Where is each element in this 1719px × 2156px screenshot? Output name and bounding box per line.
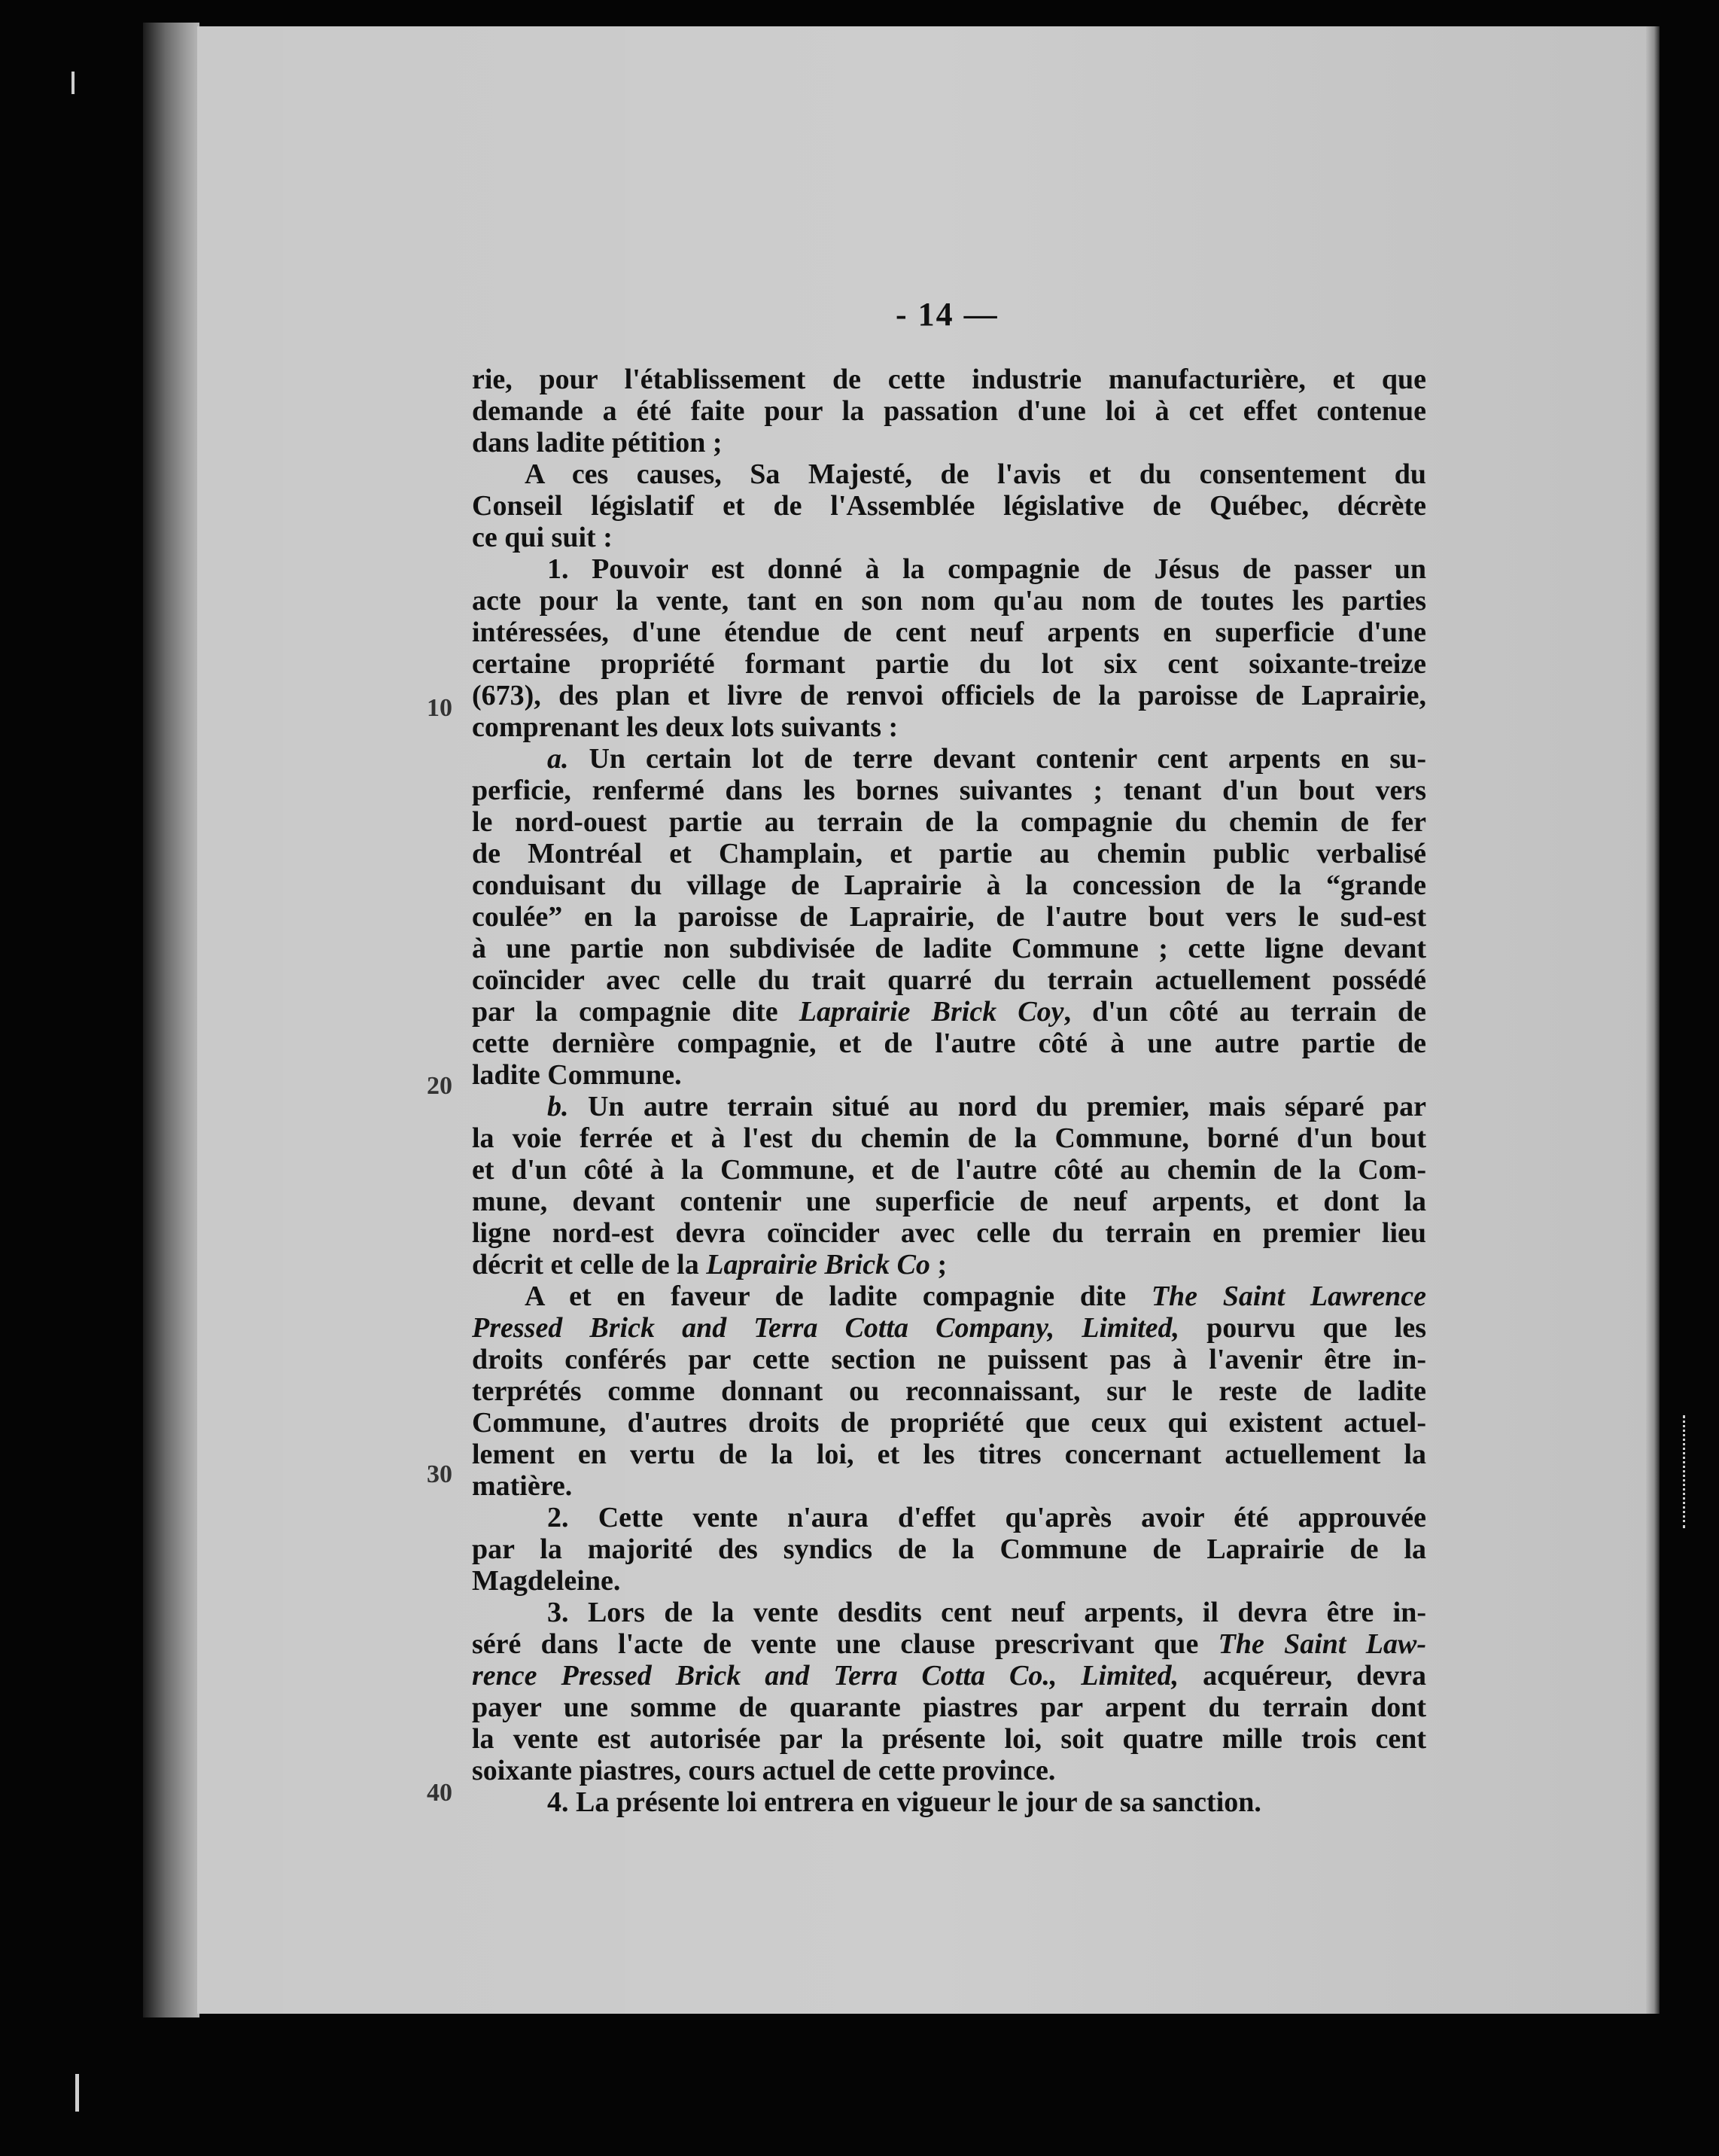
text-line: ce qui suit : [472, 522, 613, 553]
scan-speck [71, 72, 75, 94]
text-line: et d'un côté à la Commune, et de l'autre côté au chemin de la Com- [472, 1154, 1426, 1186]
text-line: A et en faveur de ladite compagnie dite The Saint Lawrence [525, 1281, 1426, 1312]
edge-stamp-mark [1683, 1415, 1702, 1528]
text-line: 3. Lors de la vente desdits cent neuf arpents, il devra être in- [547, 1597, 1426, 1628]
text-line: b. Un autre terrain situé au nord du premier, mais séparé par [547, 1091, 1426, 1122]
text-line: ladite Commune. [472, 1059, 682, 1091]
text-line: Commune, d'autres droits de propriété que ceux qui existent actuel- [472, 1407, 1426, 1439]
text-line: droits conférés par cette section ne puissent pas à l'avenir être in- [472, 1344, 1426, 1375]
margin-line-number: 10 [427, 694, 452, 722]
text-line: Conseil législatif et de l'Assemblée législative de Québec, décrète [472, 490, 1426, 522]
text-line: terprétés comme donnant ou reconnaissant, sur le reste de ladite [472, 1375, 1426, 1407]
text-line: la vente est autorisée par la présente loi, soit quatre mille trois cent [472, 1723, 1426, 1755]
text-line: Magdeleine. [472, 1565, 621, 1597]
document-body-text [472, 364, 1426, 1818]
text-line: Pressed Brick and Terra Cotta Company, Limited, pourvu que les [472, 1312, 1426, 1344]
text-line: séré dans l'acte de vente une clause prescrivant que The Saint Law- [472, 1628, 1426, 1660]
text-line: matière. [472, 1470, 573, 1502]
text-line: perficie, renfermé dans les bornes suivantes ; tenant d'un bout vers [472, 775, 1426, 806]
text-line: dans ladite pétition ; [472, 427, 723, 458]
text-line: soixante piastres, cours actuel de cette province. [472, 1755, 1056, 1786]
text-line: demande a été faite pour la passation d'une loi à cet effet contenue [472, 395, 1426, 427]
text-line: coulée” en la paroisse de Laprairie, de l'autre bout vers le sud-est [472, 901, 1426, 933]
margin-line-number: 30 [427, 1460, 452, 1488]
text-line: intéressées, d'une étendue de cent neuf arpents en superficie d'une [472, 617, 1426, 648]
text-line: cette dernière compagnie, et de l'autre côté à une autre partie de [472, 1028, 1426, 1059]
text-line: coïncider avec celle du trait quarré du terrain actuellement possédé [472, 964, 1426, 996]
margin-line-number: 40 [427, 1779, 452, 1807]
text-line: conduisant du village de Laprairie à la concession de la “grande [472, 869, 1426, 901]
text-line: de Montréal et Champlain, et partie au chemin public verbalisé [472, 838, 1426, 869]
text-line: lement en vertu de la loi, et les titres concernant actuellement la [472, 1439, 1426, 1470]
page-right-edge [1646, 26, 1660, 2014]
text-line: (673), des plan et livre de renvoi officiels de la paroisse de Laprairie, [472, 680, 1426, 711]
text-line: mune, devant contenir une superficie de neuf arpents, et dont la [472, 1186, 1426, 1217]
text-line: a. Un certain lot de terre devant contenir cent arpents en su- [547, 743, 1426, 775]
text-line: le nord-ouest partie au terrain de la compagnie du chemin de fer [472, 806, 1426, 838]
text-line: décrit et celle de la Laprairie Brick Co ; [472, 1249, 948, 1281]
text-line: certaine propriété formant partie du lot six cent soixante-treize [472, 648, 1426, 680]
text-line: par la compagnie dite Laprairie Brick Coy, d'un côté au terrain de [472, 996, 1426, 1028]
text-line: comprenant les deux lots suivants : [472, 711, 899, 743]
text-line: rence Pressed Brick and Terra Cotta Co., Limited, acquéreur, devra [472, 1660, 1426, 1692]
text-line: 2. Cette vente n'aura d'effet qu'après avoir été approuvée [547, 1502, 1426, 1533]
text-line: acte pour la vente, tant en son nom qu'au nom de toutes les parties [472, 585, 1426, 617]
text-line: rie, pour l'établissement de cette industrie manufacturière, et que [472, 364, 1426, 395]
text-line: 1. Pouvoir est donné à la compagnie de Jésus de passer un [547, 553, 1426, 585]
scan-speck [75, 2074, 79, 2112]
text-line: A ces causes, Sa Majesté, de l'avis et du consentement du [525, 458, 1426, 490]
page-binding-shadow [143, 23, 199, 2017]
text-line: ligne nord-est devra coïncider avec celle du terrain en premier lieu [472, 1217, 1426, 1249]
text-line: 4. La présente loi entrera en vigueur le jour de sa sanction. [547, 1786, 1261, 1818]
text-line: la voie ferrée et à l'est du chemin de la Commune, borné d'un bout [472, 1122, 1426, 1154]
text-line: par la majorité des syndics de la Commune de Laprairie de la [472, 1533, 1426, 1565]
text-line: payer une somme de quarante piastres par arpent du terrain dont [472, 1692, 1426, 1723]
margin-line-number: 20 [427, 1072, 452, 1100]
page-number-header: - 14 — [896, 296, 999, 333]
text-line: à une partie non subdivisée de ladite Commune ; cette ligne devant [472, 933, 1426, 964]
